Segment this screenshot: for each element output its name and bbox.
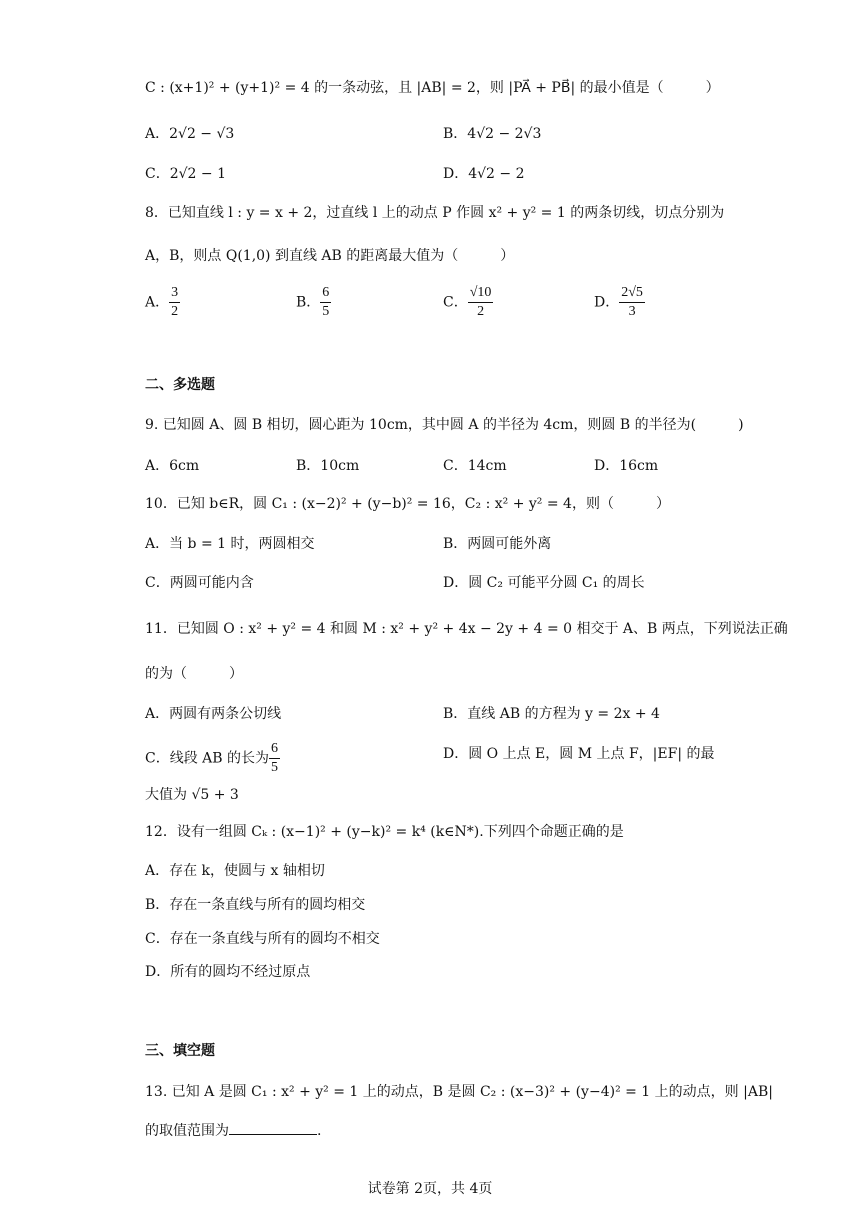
numerator: 6	[269, 740, 280, 759]
q11-option-c-fraction	[269, 740, 280, 777]
q11-stem-line2: 的为（ ）	[145, 666, 243, 682]
numerator: 3	[169, 284, 180, 303]
q10-option-c: C．两圆可能内含	[145, 575, 254, 591]
q11-option-c	[145, 740, 280, 777]
q9-option-d: D．16cm	[594, 458, 659, 474]
q11-option-d: D．圆 O 上点 E，圆 M 上点 F，|EF| 的最	[443, 746, 715, 762]
section-heading-fill-in: 三、填空题	[145, 1043, 215, 1059]
answer-blank[interactable]	[229, 1120, 317, 1135]
q8-stem-line2: A，B，则点 Q(1,0) 到直线 AB 的距离最大值为（ ）	[145, 248, 515, 264]
q8-option-c	[443, 284, 493, 321]
q12-option-a: A．存在 k，使圆与 x 轴相切	[145, 863, 325, 879]
denominator: 5	[271, 760, 279, 775]
q11-option-d-continued: 大值为 √5 + 3	[145, 787, 239, 803]
q8-option-a	[145, 284, 180, 321]
q8-option-b-fraction	[320, 284, 331, 321]
denominator: 5	[322, 304, 330, 319]
q11-option-b: B．直线 AB 的方程为 y = 2x + 4	[443, 706, 660, 722]
denominator: 3	[628, 304, 636, 319]
q10-option-d: D．圆 C₂ 可能平分圆 C₁ 的周长	[443, 575, 645, 591]
q8-option-a-label: A．	[145, 294, 170, 311]
q7-option-d: D．4√2 − 2	[443, 166, 525, 182]
q7-option-b: B．4√2 − 2√3	[443, 126, 542, 142]
q9-option-a: A．6cm	[145, 458, 200, 474]
q11-option-a: A．两圆有两条公切线	[145, 706, 282, 722]
denominator: 2	[171, 304, 179, 319]
page-footer: 试卷第 2页，共 4页	[367, 1181, 493, 1197]
q13-stem-line1: 13. 已知 A 是圆 C₁ : x² + y² = 1 上的动点，B 是圆 C₂ : (x−3)² + (y−4)² = 1 上的动点，则 |AB|	[145, 1084, 773, 1100]
q11-option-c-text: C．线段 AB 的长为	[145, 750, 270, 767]
q8-stem-line1: 8．已知直线 l : y = x + 2，过直线 l 上的动点 P 作圆 x² + y² = 1 的两条切线，切点分别为	[145, 205, 725, 221]
q8-option-a-fraction	[169, 284, 180, 321]
q8-option-c-fraction	[468, 284, 494, 321]
q13-stem-line2	[145, 1120, 321, 1141]
q8-option-d	[594, 284, 645, 321]
q12-option-c: C．存在一条直线与所有的圆均不相交	[145, 931, 380, 947]
denominator: 2	[477, 304, 485, 319]
numerator: 6	[320, 284, 331, 303]
q11-stem-line1: 11．已知圆 O : x² + y² = 4 和圆 M : x² + y² + 4x − 2y + 4 = 0 相交于 A、B 两点，下列说法正确	[145, 621, 788, 637]
q9-option-c: C．14cm	[443, 458, 507, 474]
q8-option-d-label: D．	[594, 294, 620, 311]
section-heading-multi-choice: 二、多选题	[145, 377, 215, 393]
q12-option-b: B．存在一条直线与所有的圆均相交	[145, 897, 366, 913]
q12-stem: 12．设有一组圆 Cₖ : (x−1)² + (y−k)² = k⁴ (k∈N*).下列四个命题正确的是	[145, 824, 624, 840]
q10-option-b: B．两圆可能外离	[443, 536, 552, 552]
q13-stem-period: .	[317, 1123, 322, 1139]
numerator: 2√5	[619, 284, 645, 303]
q8-option-c-label: C．	[443, 294, 468, 311]
q9-option-b: B．10cm	[296, 458, 360, 474]
q10-stem: 10．已知 b∈R，圆 C₁ : (x−2)² + (y−b)² = 16，C₂ : x² + y² = 4，则（ ）	[145, 496, 670, 512]
q8-option-b-label: B．	[296, 294, 321, 311]
q9-stem: 9. 已知圆 A、圆 B 相切，圆心距为 10cm，其中圆 A 的半径为 4cm，则圆 B 的半径为( )	[145, 417, 744, 433]
q10-option-a: A．当 b = 1 时，两圆相交	[145, 536, 315, 552]
q13-stem-text: 的取值范围为	[145, 1123, 229, 1139]
q7-stem: C : (x+1)² + (y+1)² = 4 的一条动弦，且 |AB| = 2，则 |PA⃗ + PB⃗| 的最小值是（ ）	[145, 80, 720, 96]
q7-option-a: A．2√2 − √3	[145, 126, 235, 142]
q8-option-b	[296, 284, 331, 321]
q8-option-d-fraction	[619, 284, 645, 321]
q12-option-d: D．所有的圆均不经过原点	[145, 964, 311, 980]
numerator: √10	[468, 284, 494, 303]
q7-option-c: C．2√2 − 1	[145, 166, 226, 182]
